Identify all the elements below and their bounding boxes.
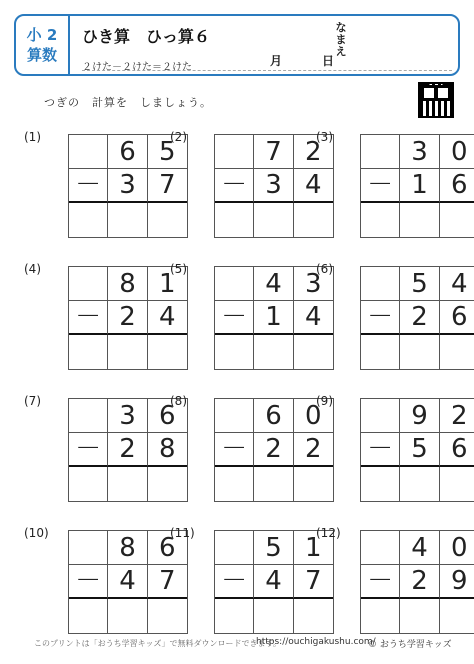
problem-number: (12) [316, 526, 341, 540]
minus-sign: － [215, 169, 254, 203]
minuend-digit [215, 531, 254, 565]
problem-number: (4) [24, 262, 41, 276]
minuend-digit: 0 [294, 399, 333, 433]
calculation-grid [68, 134, 188, 238]
month-label: 月 [270, 54, 283, 68]
answer-cell[interactable] [254, 335, 293, 369]
grade-label: 小 2 [26, 26, 58, 44]
subtrahend-digit: 1 [254, 301, 293, 335]
problem-number: (6) [316, 262, 333, 276]
name-line [82, 70, 452, 71]
minuend-digit: 1 [148, 267, 187, 301]
minuend-digit: 6 [148, 399, 187, 433]
problem-number: (2) [170, 130, 187, 144]
subtrahend-digit: 4 [254, 565, 293, 599]
problem-number: (7) [24, 394, 41, 408]
minuend-digit: 2 [294, 135, 333, 169]
minuend-digit [69, 399, 108, 433]
answer-cell[interactable] [254, 467, 293, 501]
problem-number: (3) [316, 130, 333, 144]
answer-cell[interactable] [254, 599, 293, 633]
answer-cell[interactable] [108, 335, 147, 369]
answer-cell[interactable] [400, 335, 439, 369]
answer-cell[interactable] [361, 203, 400, 237]
minuend-digit: 8 [108, 267, 147, 301]
answer-cell[interactable] [69, 467, 108, 501]
minuend-digit [361, 531, 400, 565]
subtrahend-digit: 3 [108, 169, 147, 203]
calculation-grid [68, 266, 188, 370]
minus-sign: － [215, 433, 254, 467]
subtrahend-digit: 4 [108, 565, 147, 599]
worksheet-header [14, 14, 460, 76]
answer-cell[interactable] [215, 467, 254, 501]
minuend-digit: 0 [440, 135, 474, 169]
problem-3 [316, 130, 468, 240]
minus-sign: － [361, 433, 400, 467]
qr-code-icon [418, 82, 454, 118]
subtrahend-digit: 3 [254, 169, 293, 203]
answer-cell[interactable] [254, 203, 293, 237]
calculation-grid [360, 266, 474, 370]
minuend-digit [215, 399, 254, 433]
minus-sign: － [69, 433, 108, 467]
subtrahend-digit: 4 [294, 301, 333, 335]
problem-1 [24, 130, 176, 240]
answer-cell[interactable] [440, 599, 474, 633]
calculation-grid [360, 398, 474, 502]
minuend-digit: 4 [254, 267, 293, 301]
subtrahend-digit: 7 [294, 565, 333, 599]
subtrahend-digit: 9 [440, 565, 474, 599]
problem-9 [316, 394, 468, 504]
minuend-digit: 6 [254, 399, 293, 433]
problem-number: (8) [170, 394, 187, 408]
minus-sign: － [215, 301, 254, 335]
minuend-digit [215, 135, 254, 169]
minuend-digit: 5 [254, 531, 293, 565]
minuend-digit: 1 [294, 531, 333, 565]
answer-cell[interactable] [361, 335, 400, 369]
subtrahend-digit: 2 [400, 565, 439, 599]
problem-5 [170, 262, 322, 372]
minus-sign: － [361, 169, 400, 203]
answer-cell[interactable] [69, 599, 108, 633]
minuend-digit: 9 [400, 399, 439, 433]
calculation-grid [68, 398, 188, 502]
answer-cell[interactable] [361, 599, 400, 633]
minuend-digit [69, 135, 108, 169]
problem-number: (10) [24, 526, 49, 540]
footer-url[interactable]: https://ouchigakushu.com/ [256, 637, 376, 647]
problem-number: (5) [170, 262, 187, 276]
answer-cell[interactable] [69, 203, 108, 237]
problem-8 [170, 394, 322, 504]
answer-cell[interactable] [215, 599, 254, 633]
name-label: なまえ [335, 21, 347, 58]
problem-11 [170, 526, 322, 636]
answer-cell[interactable] [400, 467, 439, 501]
grade-badge [16, 16, 70, 74]
subtrahend-digit: 2 [294, 433, 333, 467]
problem-number: (1) [24, 130, 41, 144]
minuend-digit: 3 [108, 399, 147, 433]
answer-cell[interactable] [400, 203, 439, 237]
minuend-digit: 3 [400, 135, 439, 169]
footer-note: このプリントは「おうち学習キッズ」で無料ダウンロードできます。 [34, 639, 281, 648]
subtrahend-digit: 7 [148, 169, 187, 203]
worksheet-title: ひき算 ひっ算６ [82, 27, 211, 46]
minuend-digit [361, 135, 400, 169]
minus-sign: － [215, 565, 254, 599]
calculation-grid [214, 266, 334, 370]
calculation-grid [214, 134, 334, 238]
problem-4 [24, 262, 176, 372]
minuend-digit [361, 399, 400, 433]
subtrahend-digit: 2 [400, 301, 439, 335]
answer-cell[interactable] [69, 335, 108, 369]
minuend-digit: 8 [108, 531, 147, 565]
subtrahend-digit: 6 [440, 301, 474, 335]
subtrahend-digit: 2 [108, 301, 147, 335]
subtrahend-digit: 6 [440, 169, 474, 203]
problem-2 [170, 130, 322, 240]
subtrahend-digit: 2 [254, 433, 293, 467]
calculation-grid [360, 530, 474, 634]
minus-sign: － [69, 301, 108, 335]
subtrahend-digit: 6 [440, 433, 474, 467]
minuend-digit [361, 267, 400, 301]
worksheet-subtitle: ２けた－２けた＝２けた [82, 62, 192, 73]
minus-sign: － [69, 565, 108, 599]
problem-12 [316, 526, 468, 636]
answer-cell[interactable] [215, 203, 254, 237]
minuend-digit: 4 [440, 267, 474, 301]
answer-cell[interactable] [215, 335, 254, 369]
footer-copyright: © おうち学習キッズ [368, 640, 452, 650]
problem-number: (9) [316, 394, 333, 408]
minuend-digit [69, 531, 108, 565]
answer-cell[interactable] [108, 599, 147, 633]
answer-cell[interactable] [400, 599, 439, 633]
subtrahend-digit: 4 [294, 169, 333, 203]
subtrahend-digit: 1 [400, 169, 439, 203]
minuend-digit: 6 [148, 531, 187, 565]
minuend-digit: 3 [294, 267, 333, 301]
subtrahend-digit: 7 [148, 565, 187, 599]
calculation-grid [68, 530, 188, 634]
answer-cell[interactable] [440, 335, 474, 369]
subtrahend-digit: 5 [400, 433, 439, 467]
instruction-text: つぎの 計算を しましょう。 [44, 96, 212, 109]
subtrahend-digit: 8 [148, 433, 187, 467]
problem-7 [24, 394, 176, 504]
answer-cell[interactable] [440, 467, 474, 501]
minuend-digit: 7 [254, 135, 293, 169]
minuend-digit: 2 [440, 399, 474, 433]
subtrahend-digit: 2 [108, 433, 147, 467]
answer-cell[interactable] [361, 467, 400, 501]
day-label: 日 [322, 54, 335, 68]
minuend-digit: 6 [108, 135, 147, 169]
subtrahend-digit: 4 [148, 301, 187, 335]
answer-cell[interactable] [440, 203, 474, 237]
minuend-digit: 5 [148, 135, 187, 169]
minuend-digit [215, 267, 254, 301]
answer-cell[interactable] [108, 467, 147, 501]
minuend-digit: 5 [400, 267, 439, 301]
minuend-digit: 4 [400, 531, 439, 565]
minuend-digit: 0 [440, 531, 474, 565]
minus-sign: － [361, 301, 400, 335]
calculation-grid [214, 530, 334, 634]
calculation-grid [214, 398, 334, 502]
problem-10 [24, 526, 176, 636]
subject-label: 算数 [26, 46, 57, 64]
problem-6 [316, 262, 468, 372]
problem-number: (11) [170, 526, 195, 540]
calculation-grid [360, 134, 474, 238]
minus-sign: － [361, 565, 400, 599]
minus-sign: － [69, 169, 108, 203]
minuend-digit [69, 267, 108, 301]
answer-cell[interactable] [108, 203, 147, 237]
